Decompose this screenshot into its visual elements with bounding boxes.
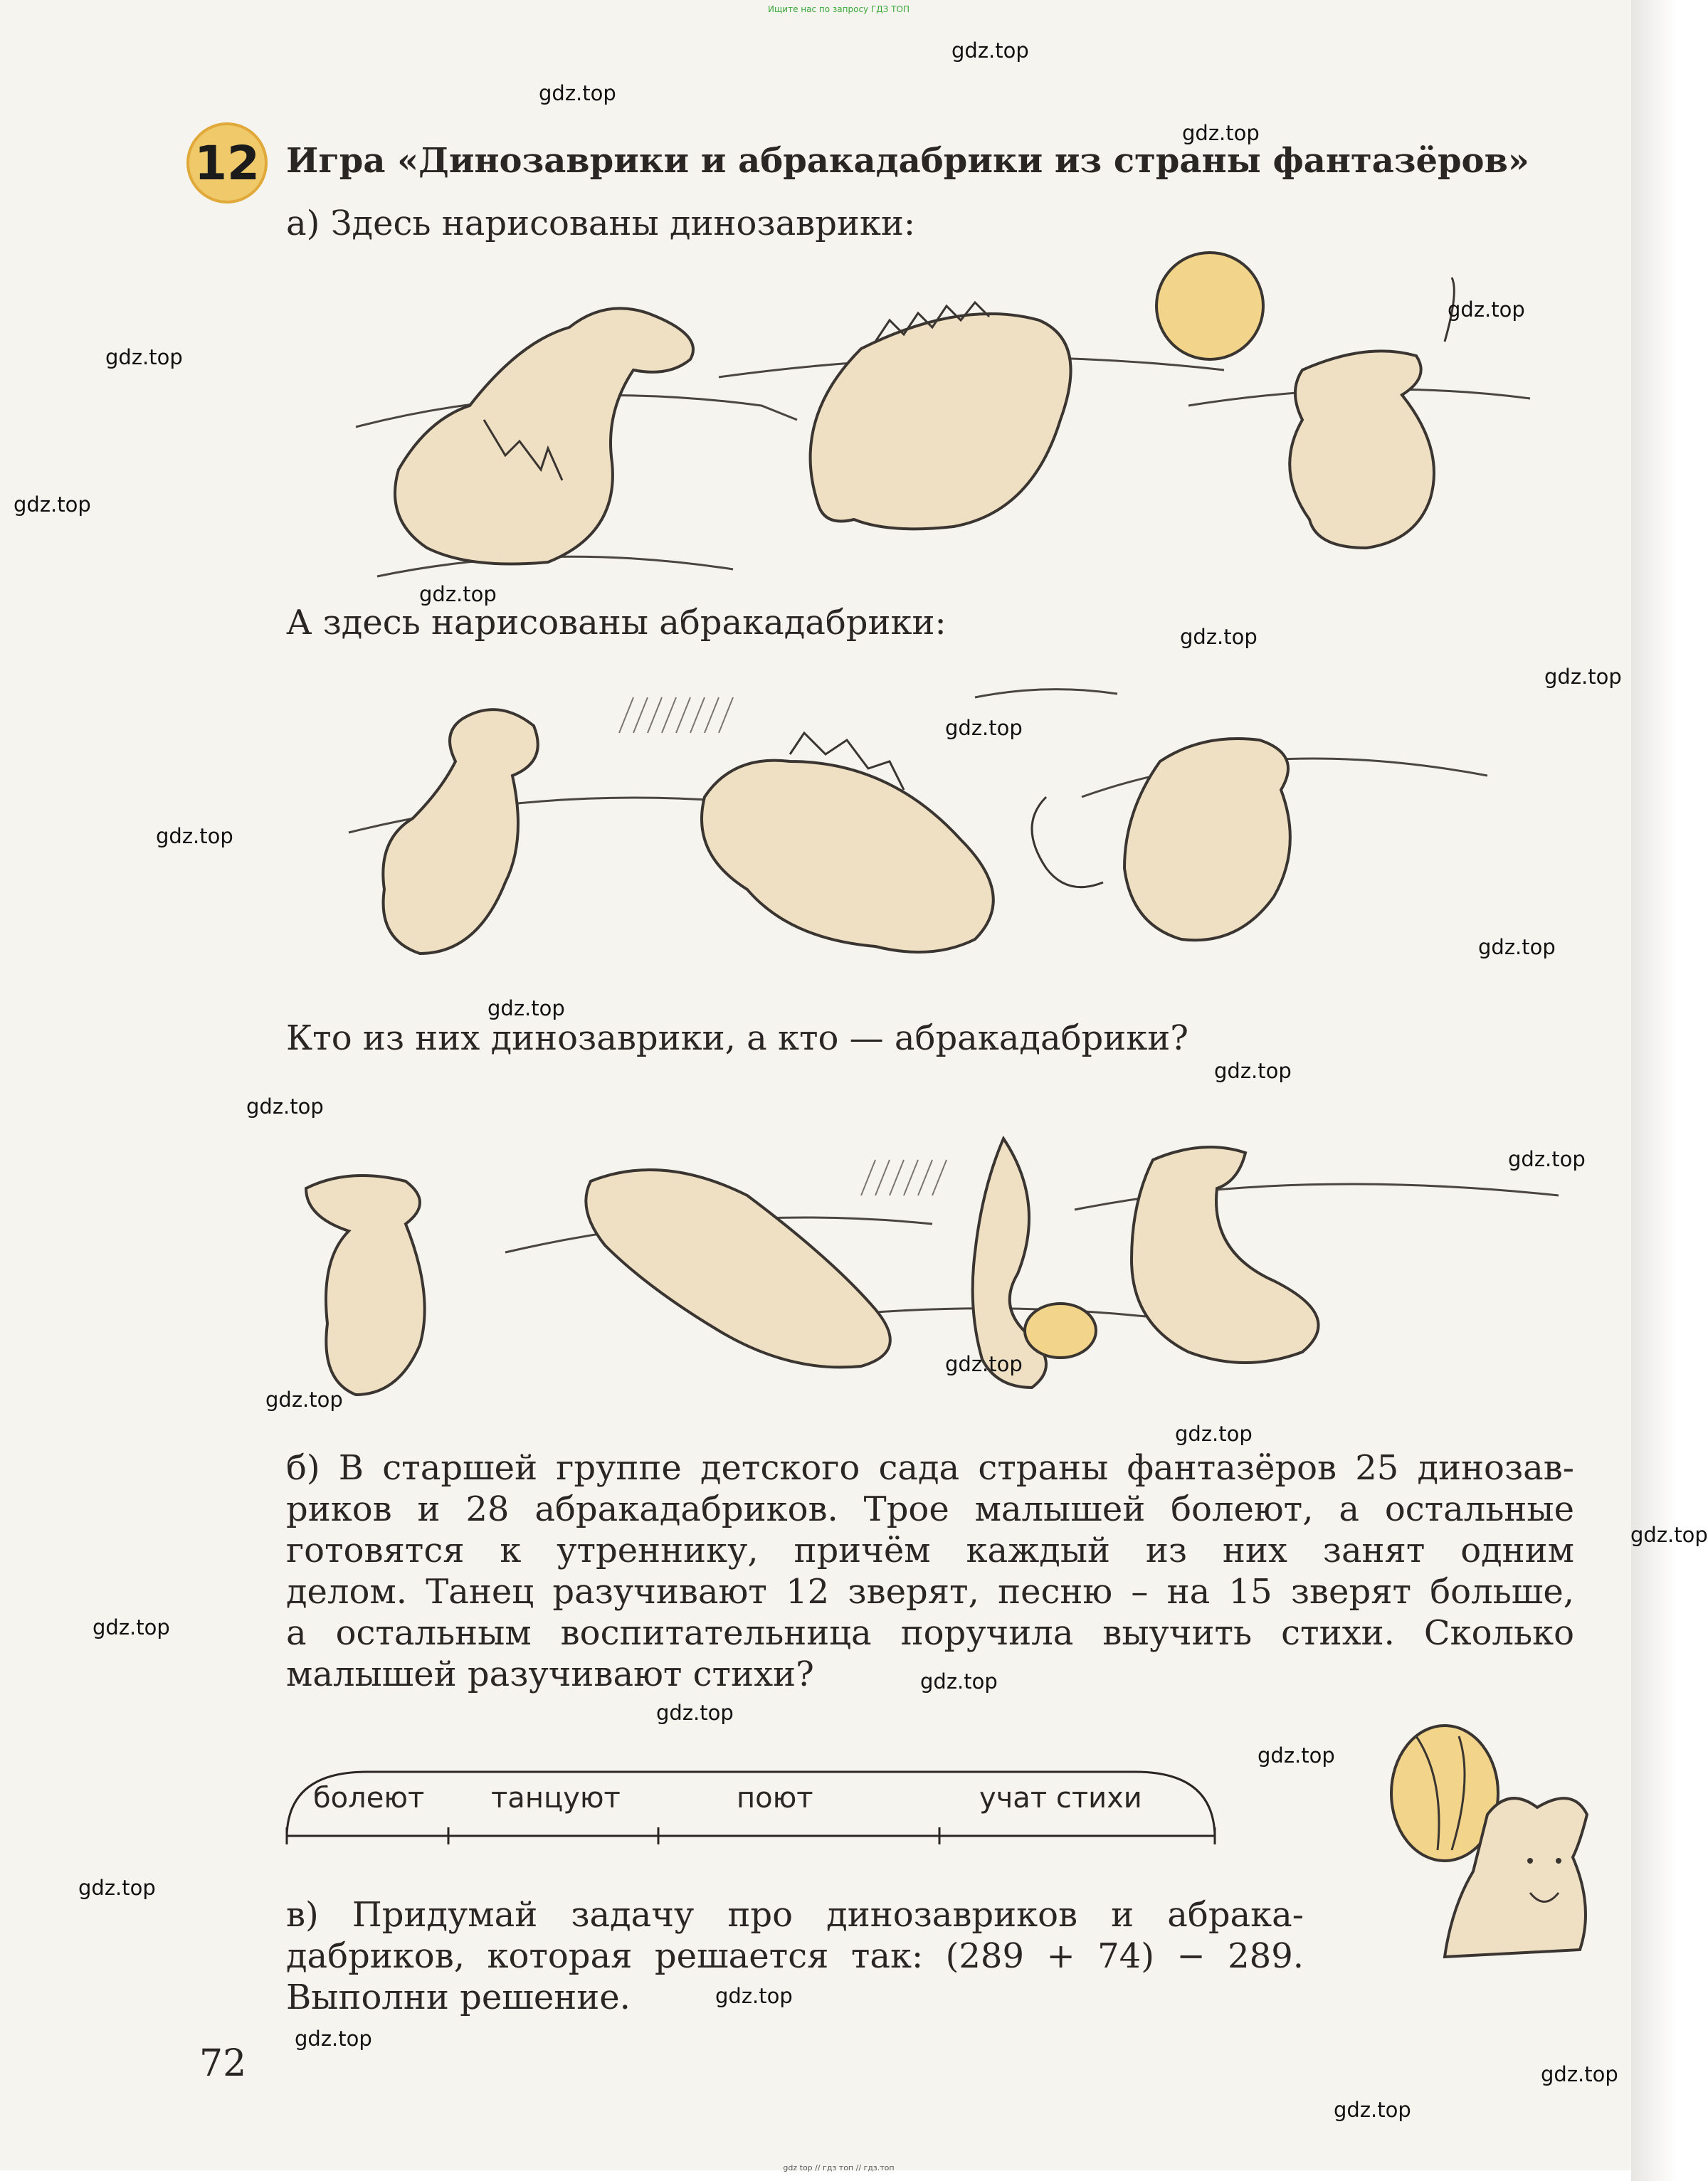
watermark: gdz.top [1630,1523,1708,1547]
abrakadabriki-illustrations [334,655,1544,982]
scheme-label-poems: учат стихи [979,1782,1142,1815]
watermark: gdz.top [1180,625,1258,649]
watermark: gdz.top [1448,297,1525,322]
watermark: gdz.top [1182,121,1260,145]
part-b-line: риков и 28 абракадабриков. Трое малышей болеют, а остальные [286,1489,1574,1529]
question-who: Кто из них динозаврики, а кто — абракадабрики? [286,1018,1188,1058]
watermark: gdz.top [1214,1059,1292,1083]
part-c-line: Выполни решение. [286,1977,631,2017]
watermark: gdz.top [951,38,1029,63]
watermark: gdz.top [1258,1743,1335,1768]
watermark: gdz.top [1541,2062,1618,2086]
watermark: gdz.top [656,1701,734,1725]
task-title: Игра «Динозаврики и абракадабрики из страны фантазёров» [286,141,1529,181]
watermark: gdz.top [78,1876,156,1900]
watermark: gdz.top [1175,1422,1253,1446]
watermark: gdz.top [105,345,183,369]
watermark: gdz.top [945,716,1023,740]
abrakadabriki-intro: А здесь нарисованы абракадабрики: [286,603,947,643]
watermark: gdz.top [945,1352,1023,1376]
watermark: gdz.top [14,492,91,517]
watermark: gdz.top [246,1094,324,1119]
part-b-line: малышей разучивают стихи? [286,1654,814,1694]
watermark: gdz.top [715,1984,793,2008]
part-c-line: в) Придумай задачу про динозавриков и абрака- [286,1895,1304,1935]
mixed-creatures-illustrations [292,1096,1573,1409]
part-b-line: а остальным воспитательница поручила выучить стихи. Сколько [286,1613,1574,1653]
watermark: gdz.top [1334,2098,1411,2122]
page-edge-shadow [1631,0,1677,2181]
watermark: gdz.top [1544,665,1622,689]
watermark: gdz.top [539,81,616,105]
scheme-label-sing: поют [737,1782,813,1815]
watermark: gdz.top [1478,935,1556,959]
part-a-intro: а) Здесь нарисованы динозаврики: [286,204,916,243]
watermark: gdz.top [1508,1147,1586,1171]
watermark: gdz.top [265,1388,343,1412]
part-b-text [286,1447,1574,1695]
watermark: gdz.top [156,824,233,848]
watermark: gdz.top [419,582,497,606]
top-banner[interactable]: Ищите нас по запросу ГДЗ ТОП [768,4,910,14]
watermark: gdz.top [295,2027,372,2051]
part-c-line: дабриков, которая решается так: (289 + 74) − 289. [286,1936,1304,1976]
part-b-line: делом. Танец разучивают 12 зверят, песню – на 15 зверят больше, [286,1572,1574,1612]
watermark: gdz.top [93,1615,170,1639]
page-number: 72 [199,2042,247,2085]
bottom-banner: gdz top // гдз топ // гдз.топ [783,2163,895,2172]
task-number-badge: 12 [186,122,268,204]
scheme-label-sick: болеют [313,1782,425,1815]
part-b-line: готовятся к утреннику, причём каждый из них занят одним [286,1531,1574,1570]
watermark: gdz.top [487,996,565,1020]
dinosaur-illustrations [334,235,1544,591]
watermark: gdz.top [920,1669,998,1694]
creatures-corner-illustration [1366,1708,1608,1978]
part-c-text [286,1894,1304,2018]
scheme-label-dance: танцуют [491,1782,621,1815]
part-b-line: б) В старшей группе детского сада страны фантазёров 25 динозав- [286,1448,1574,1488]
